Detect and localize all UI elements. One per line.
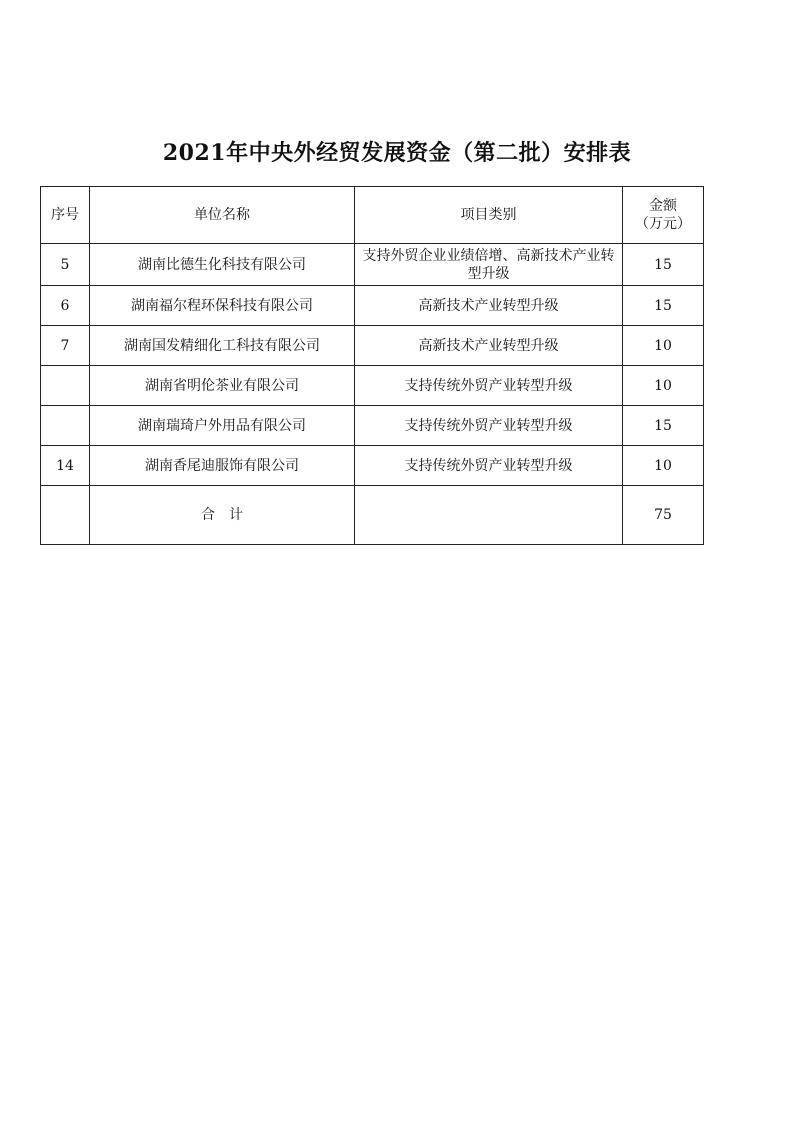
header-type: 项目类别 bbox=[355, 187, 623, 244]
cell-amount: 15 bbox=[623, 406, 704, 446]
cell-unit: 湖南福尔程环保科技有限公司 bbox=[90, 286, 355, 326]
cell-seq: 14 bbox=[41, 446, 90, 486]
cell-unit: 湖南香尾迪服饰有限公司 bbox=[90, 446, 355, 486]
total-label: 合 计 bbox=[90, 486, 355, 545]
cell-type: 支持外贸企业业绩倍增、高新技术产业转型升级 bbox=[355, 244, 623, 286]
header-unit: 单位名称 bbox=[90, 187, 355, 244]
cell-type: 高新技术产业转型升级 bbox=[355, 286, 623, 326]
allocation-table bbox=[40, 186, 704, 545]
cell-unit: 湖南比德生化科技有限公司 bbox=[90, 244, 355, 286]
cell-seq bbox=[41, 406, 90, 446]
table-header-row bbox=[41, 187, 704, 244]
cell-seq: 5 bbox=[41, 244, 90, 286]
cell-type: 支持传统外贸产业转型升级 bbox=[355, 366, 623, 406]
header-amount bbox=[623, 187, 704, 244]
cell-seq: 6 bbox=[41, 286, 90, 326]
cell-unit: 湖南省明伦茶业有限公司 bbox=[90, 366, 355, 406]
cell-amount: 10 bbox=[623, 326, 704, 366]
cell-amount: 10 bbox=[623, 446, 704, 486]
table-row bbox=[41, 244, 704, 286]
table-row bbox=[41, 406, 704, 446]
cell-type: 高新技术产业转型升级 bbox=[355, 326, 623, 366]
header-amount-line1: 金额 bbox=[649, 198, 677, 214]
table-row bbox=[41, 286, 704, 326]
cell-type: 支持传统外贸产业转型升级 bbox=[355, 446, 623, 486]
cell-seq bbox=[41, 486, 90, 545]
cell-amount: 15 bbox=[623, 286, 704, 326]
cell-amount: 15 bbox=[623, 244, 704, 286]
header-seq: 序号 bbox=[41, 187, 90, 244]
table-row bbox=[41, 326, 704, 366]
total-amount: 75 bbox=[623, 486, 704, 545]
cell-unit: 湖南瑞琦户外用品有限公司 bbox=[90, 406, 355, 446]
cell-amount: 10 bbox=[623, 366, 704, 406]
cell-unit: 湖南国发精细化工科技有限公司 bbox=[90, 326, 355, 366]
cell-seq: 7 bbox=[41, 326, 90, 366]
cell-seq bbox=[41, 366, 90, 406]
header-amount-line2: （万元） bbox=[635, 216, 691, 232]
cell-type bbox=[355, 486, 623, 545]
table-row bbox=[41, 446, 704, 486]
document-title: 2021年中央外经贸发展资金（第二批）安排表 bbox=[162, 140, 632, 166]
total-row bbox=[41, 486, 704, 545]
cell-type: 支持传统外贸产业转型升级 bbox=[355, 406, 623, 446]
table-row bbox=[41, 366, 704, 406]
